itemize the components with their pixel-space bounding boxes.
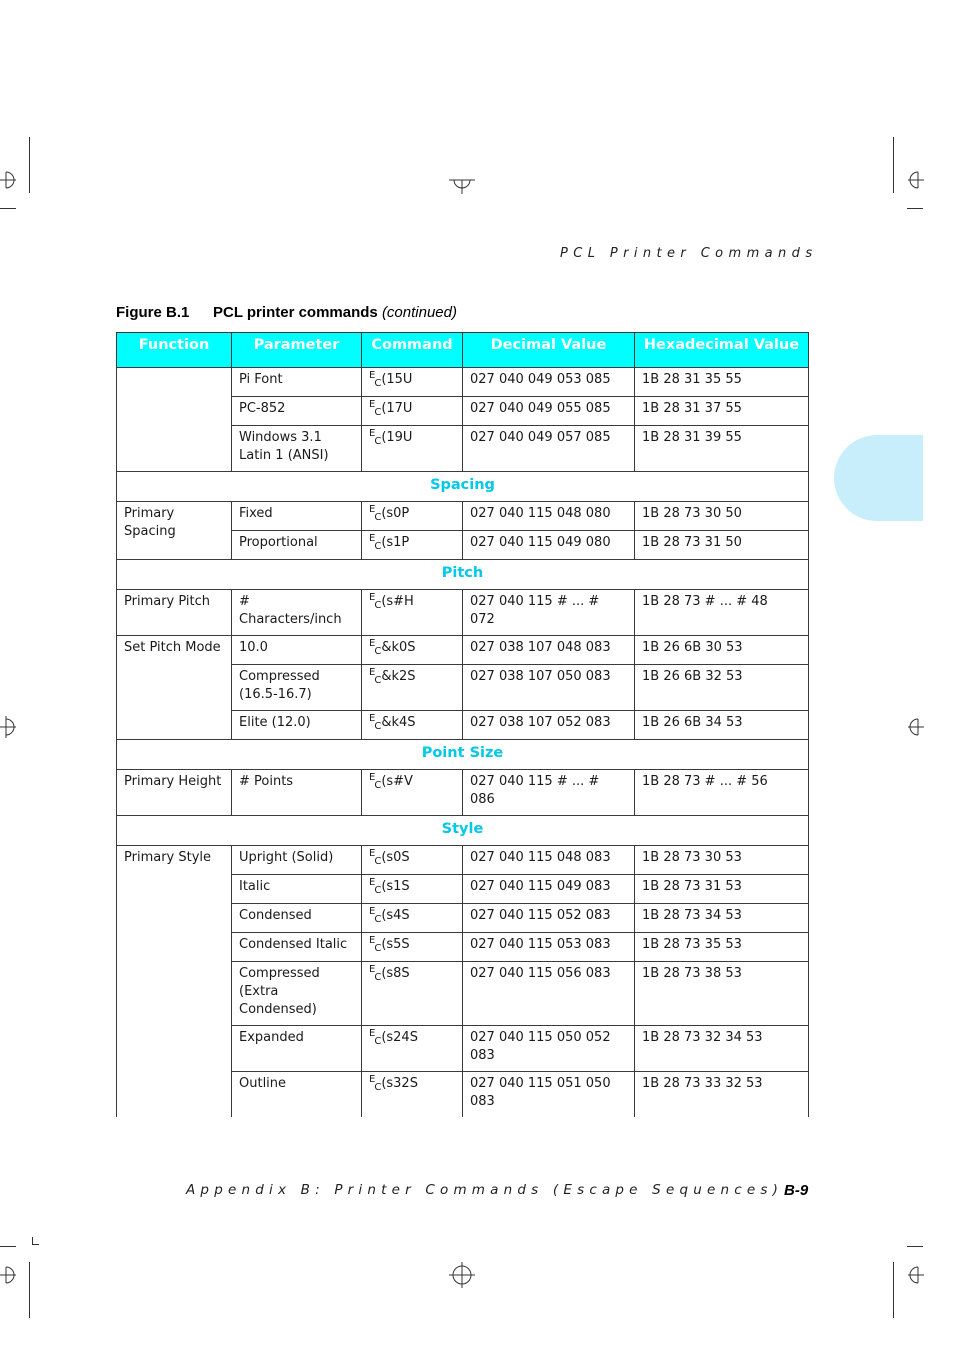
hex-cell: 1B 28 73 30 53	[635, 846, 809, 875]
section-row-point-size	[117, 740, 809, 770]
hex-cell: 1B 28 73 30 50	[635, 502, 809, 531]
column-header-decimal: Decimal Value	[463, 333, 635, 368]
table-row	[117, 368, 809, 397]
parameter-cell: Condensed	[232, 904, 362, 933]
parameter-cell: Proportional	[232, 531, 362, 560]
decimal-cell: 027 040 115 049 080	[463, 531, 635, 560]
column-header-parameter: Parameter	[232, 333, 362, 368]
command-cell: $^E_C$(s0S	[362, 846, 463, 875]
command-cell: $^E_C$&k0S	[362, 636, 463, 665]
column-header-hex: Hexadecimal Value	[635, 333, 809, 368]
hex-cell: 1B 28 73 35 53	[635, 933, 809, 962]
command-cell: $^E_C$(17U	[362, 397, 463, 426]
parameter-cell: Windows 3.1 Latin 1 (ANSI)	[232, 426, 362, 472]
decimal-cell: 027 038 107 052 083	[463, 711, 635, 740]
command-cell: $^E_C$(s1S	[362, 875, 463, 904]
hex-cell: 1B 28 73 31 53	[635, 875, 809, 904]
command-cell: $^E_C$(s#H	[362, 590, 463, 636]
figure-caption	[116, 304, 457, 321]
decimal-cell: 027 040 115 048 080	[463, 502, 635, 531]
command-cell: $^E_C$(s1P	[362, 531, 463, 560]
command-cell: $^E_C$(s8S	[362, 962, 463, 1026]
figure-continued: (continued)	[381, 304, 457, 321]
pcl-commands-table	[116, 332, 809, 1117]
decimal-cell: 027 038 107 048 083	[463, 636, 635, 665]
running-head: PCL Printer Commands	[560, 246, 818, 261]
section-row-spacing	[117, 472, 809, 502]
crop-mark-bottom-left-h	[0, 1246, 16, 1247]
hex-cell: 1B 28 73 # ... # 56	[635, 770, 809, 816]
hex-cell: 1B 28 31 39 55	[635, 426, 809, 472]
hex-cell: 1B 26 6B 30 53	[635, 636, 809, 665]
command-cell: $^E_C$&k4S	[362, 711, 463, 740]
function-cell: Primary Pitch	[117, 590, 232, 636]
parameter-cell: Pi Font	[232, 368, 362, 397]
hex-cell: 1B 28 31 37 55	[635, 397, 809, 426]
section-header: Point Size	[117, 740, 809, 770]
decimal-cell: 027 040 049 053 085	[463, 368, 635, 397]
crop-mark-bottom-right-h	[907, 1246, 923, 1247]
parameter-cell: Condensed Italic	[232, 933, 362, 962]
hex-cell: 1B 28 73 # ... # 48	[635, 590, 809, 636]
section-header: Style	[117, 816, 809, 846]
parameter-cell: Compressed (16.5-16.7)	[232, 665, 362, 711]
registration-mark-right-bottom	[904, 1264, 924, 1286]
registration-mark-right-middle	[904, 716, 924, 738]
parameter-cell: # Points	[232, 770, 362, 816]
parameter-cell: # Characters/inch	[232, 590, 362, 636]
decimal-cell: 027 040 115 050 052 083	[463, 1026, 635, 1072]
page-footer: Appendix B: Printer Commands (Escape Sequences)	[186, 1182, 784, 1198]
crop-mark-top-right	[893, 137, 894, 193]
decimal-cell: 027 040 049 057 085	[463, 426, 635, 472]
command-cell: $^E_C$(15U	[362, 368, 463, 397]
hex-cell: 1B 28 31 35 55	[635, 368, 809, 397]
function-cell: Primary Height	[117, 770, 232, 816]
command-cell: $^E_C$(s0P	[362, 502, 463, 531]
decimal-cell: 027 040 115 049 083	[463, 875, 635, 904]
parameter-cell: Outline	[232, 1072, 362, 1118]
registration-mark-left-middle	[0, 716, 20, 738]
decimal-cell: 027 040 115 # ... # 072	[463, 590, 635, 636]
table-row	[117, 846, 809, 875]
section-row-style	[117, 816, 809, 846]
corner-mark-h	[32, 1244, 39, 1245]
registration-mark-right-top	[904, 170, 924, 190]
function-cell: Primary Spacing	[117, 502, 232, 560]
command-cell: $^E_C$(s24S	[362, 1026, 463, 1072]
command-cell: $^E_C$(s#V	[362, 770, 463, 816]
decimal-cell: 027 040 115 051 050 083	[463, 1072, 635, 1118]
parameter-cell: Elite (12.0)	[232, 711, 362, 740]
hex-cell: 1B 28 73 38 53	[635, 962, 809, 1026]
table-row	[117, 636, 809, 665]
table-header-row	[117, 333, 809, 368]
parameter-cell: Upright (Solid)	[232, 846, 362, 875]
column-header-command: Command	[362, 333, 463, 368]
column-header-function: Function	[117, 333, 232, 368]
decimal-cell: 027 040 115 053 083	[463, 933, 635, 962]
hex-cell: 1B 28 73 31 50	[635, 531, 809, 560]
section-row-pitch	[117, 560, 809, 590]
parameter-cell: PC-852	[232, 397, 362, 426]
parameter-cell: 10.0	[232, 636, 362, 665]
decimal-cell: 027 040 115 056 083	[463, 962, 635, 1026]
decimal-cell: 027 040 049 055 085	[463, 397, 635, 426]
command-cell: $^E_C$&k2S	[362, 665, 463, 711]
decimal-cell: 027 040 115 # ... # 086	[463, 770, 635, 816]
table-row	[117, 590, 809, 636]
hex-cell: 1B 28 73 33 32 53	[635, 1072, 809, 1118]
command-cell: $^E_C$(s5S	[362, 933, 463, 962]
decimal-cell: 027 038 107 050 083	[463, 665, 635, 711]
table-row	[117, 502, 809, 531]
hex-cell: 1B 26 6B 34 53	[635, 711, 809, 740]
command-cell: $^E_C$(s32S	[362, 1072, 463, 1118]
registration-mark-left-top	[0, 170, 20, 190]
registration-mark-left-bottom	[0, 1264, 20, 1286]
parameter-cell: Compressed (Extra Condensed)	[232, 962, 362, 1026]
registration-mark-bottom-center	[449, 1262, 475, 1288]
decimal-cell: 027 040 115 052 083	[463, 904, 635, 933]
crop-mark-bottom-right	[893, 1262, 894, 1318]
hex-cell: 1B 28 73 34 53	[635, 904, 809, 933]
hex-cell: 1B 28 73 32 34 53	[635, 1026, 809, 1072]
hex-cell: 1B 26 6B 32 53	[635, 665, 809, 711]
section-header: Pitch	[117, 560, 809, 590]
crop-mark-bottom-left	[29, 1262, 30, 1318]
page-number: B-9	[784, 1182, 809, 1199]
figure-title: PCL printer commands	[213, 304, 378, 321]
chapter-tab-marker	[834, 435, 923, 521]
decimal-cell: 027 040 115 048 083	[463, 846, 635, 875]
section-header: Spacing	[117, 472, 809, 502]
crop-mark-top-left-h	[0, 208, 16, 209]
function-cell: Set Pitch Mode	[117, 636, 232, 740]
parameter-cell: Fixed	[232, 502, 362, 531]
crop-mark-top-right-h	[907, 208, 923, 209]
function-cell: Primary Style	[117, 846, 232, 1118]
parameter-cell: Italic	[232, 875, 362, 904]
figure-number: Figure B.1	[116, 304, 190, 321]
registration-mark-top-center	[449, 172, 475, 194]
function-cell	[117, 368, 232, 472]
command-cell: $^E_C$(19U	[362, 426, 463, 472]
parameter-cell: Expanded	[232, 1026, 362, 1072]
command-cell: $^E_C$(s4S	[362, 904, 463, 933]
crop-mark-top-left	[29, 137, 30, 193]
table-row	[117, 770, 809, 816]
